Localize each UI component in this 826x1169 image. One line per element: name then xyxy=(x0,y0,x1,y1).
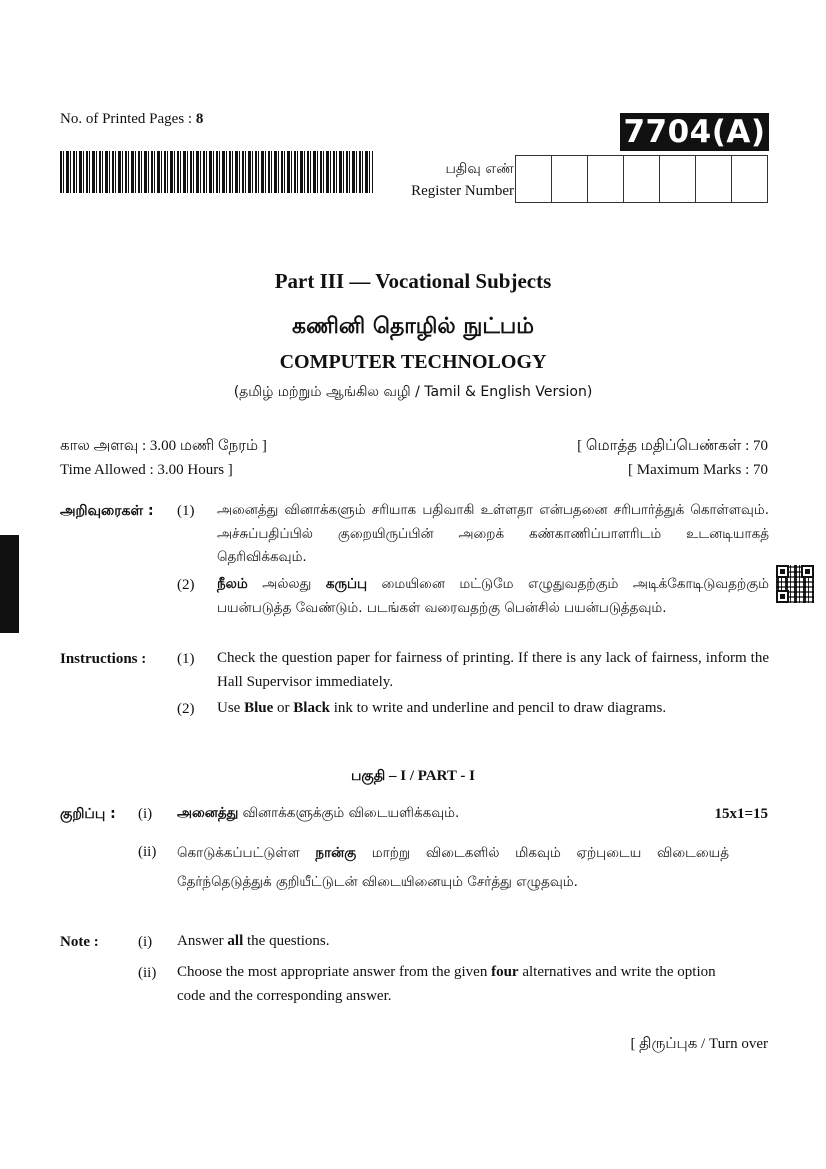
part-title: Part III — Vocational Subjects xyxy=(274,269,552,293)
note-ta-2-pre: கொடுக்கப்பட்டுள்ள xyxy=(177,845,316,861)
note-en-1-num: (i) xyxy=(138,934,153,950)
blue-ta: நீலம் xyxy=(217,576,248,592)
register-label-en: Register Number xyxy=(411,183,514,199)
register-digit-box[interactable] xyxy=(552,156,588,202)
instruction-ta-1-num: (1) xyxy=(177,503,195,519)
register-digit-box[interactable] xyxy=(516,156,552,202)
four-en: four xyxy=(491,964,519,980)
instructions-ta-label: அறிவுரைகள் : xyxy=(60,503,154,519)
register-digit-box[interactable] xyxy=(696,156,732,202)
instruction-en-2-text xyxy=(217,697,769,721)
instruction-ta-2-mid: அல்லது xyxy=(247,576,326,592)
time-allowed-en: Time Allowed : 3.00 Hours ] xyxy=(60,462,233,478)
instruction-en-2-num: (2) xyxy=(177,701,195,717)
printed-pages-label: No. of Printed Pages : xyxy=(60,111,193,127)
instruction-ta-1-text: அனைத்து வினாக்களும் சரியாக பதிவாகி உள்ளதா என்பதனை சரிபார்த்துக் கொள்ளவும். அச்சுப்பதிப்பில் குறையிருப்பின் அறைக் கண்காணிப்பாளரிடம் உடனடியாகத் தெரிவிக்கவும். xyxy=(217,502,769,565)
black-ta: கருப்பு xyxy=(325,576,368,592)
qr-code xyxy=(776,565,814,603)
instruction-en-2-pre: Use xyxy=(217,700,245,716)
note-en-1-pre: Answer xyxy=(177,933,228,949)
maximum-marks-en: [ Maximum Marks : 70 xyxy=(628,462,768,478)
printed-pages xyxy=(60,111,203,128)
all-ta: அனைத்து xyxy=(177,805,239,821)
note-ta-1-rest: வினாக்களுக்கும் விடையளிக்கவும். xyxy=(238,805,460,821)
part1-heading-en: – I / PART - I xyxy=(385,768,475,784)
note-ta-label: குறிப்பு : xyxy=(60,806,116,822)
subject-title-ta: கணினி தொழில் நுட்பம் xyxy=(292,314,534,339)
part1-marks: 15x1=15 xyxy=(714,806,768,822)
version-line xyxy=(0,384,826,402)
note-en-2-pre: Choose the most appropriate answer from the given xyxy=(177,964,492,980)
note-ta-2-num: (ii) xyxy=(138,844,157,860)
qr-finder-pattern xyxy=(801,565,814,578)
time-allowed-ta: கால அளவு : 3.00 மணி நேரம் ] xyxy=(60,438,267,454)
register-number-label xyxy=(380,158,514,202)
maximum-marks-ta: [ மொத்த மதிப்பெண்கள் : 70 xyxy=(577,438,768,454)
paper-code: 7704(A) xyxy=(620,113,769,151)
register-digit-box[interactable] xyxy=(732,156,767,202)
printed-pages-value: 8 xyxy=(195,111,204,127)
maximum-marks xyxy=(577,434,768,482)
note-ta-1-text xyxy=(177,802,459,826)
register-digit-box[interactable] xyxy=(660,156,696,202)
register-number-grid[interactable] xyxy=(515,155,768,203)
instructions-en-label: Instructions : xyxy=(60,651,147,667)
time-allowed xyxy=(60,434,267,482)
instruction-ta-2-rest: மையினை மட்டுமே எழுதுவதற்கும் அடிக்கோடிடுவதற்கும் பயன்படுத்த வேண்டும். படங்கள் வரைவதற்கு பென்சில் பயன்படுத்தவும். xyxy=(217,576,769,616)
note-en-label: Note : xyxy=(60,934,99,950)
note-en-2-rest: alternatives and write the option code and the corresponding answer. xyxy=(177,964,716,1004)
four-ta: நான்கு xyxy=(315,845,357,861)
note-ta-1-num: (i) xyxy=(138,806,153,822)
note-ta-2-text xyxy=(177,839,729,897)
barcode xyxy=(60,151,373,193)
black-en: Black xyxy=(293,700,330,716)
instruction-ta-2-num: (2) xyxy=(177,577,195,593)
subject-title-en: COMPUTER TECHNOLOGY xyxy=(279,351,547,373)
note-ta-2-rest: மாற்று விடைகளில் மிகவும் ஏற்புடைய விடையைத் தேர்ந்தெடுத்துக் குறியீட்டுடன் விடையினையும் சேர்த்து எழுதவும். xyxy=(177,845,729,890)
part1-heading-ta: பகுதி xyxy=(350,768,386,784)
qr-finder-pattern xyxy=(776,565,789,578)
instruction-en-1-text: Check the question paper for fairness of printing. If there is any lack of fairness, inform the Hall Supervisor immediately. xyxy=(217,650,769,690)
all-en: all xyxy=(227,933,244,949)
turn-over: [ திருப்புக / Turn over xyxy=(630,1036,768,1052)
qr-finder-pattern xyxy=(776,590,789,603)
instruction-ta-2-text xyxy=(217,573,769,620)
part1-heading xyxy=(0,768,826,786)
blue-en: Blue xyxy=(244,700,274,716)
note-en-1-text xyxy=(177,930,330,954)
note-en-1-rest: the questions. xyxy=(243,933,330,949)
register-label-ta: பதிவு எண் xyxy=(445,161,514,177)
register-digit-box[interactable] xyxy=(624,156,660,202)
note-en-2-num: (ii) xyxy=(138,965,157,981)
register-digit-box[interactable] xyxy=(588,156,624,202)
instruction-en-2-mid: or xyxy=(273,700,294,716)
side-marker-bar xyxy=(0,535,19,633)
note-en-2-text xyxy=(177,961,733,1008)
version-text: (தமிழ் மற்றும் ஆங்கில வழி / Tamil & English Version) xyxy=(233,384,593,400)
instruction-en-1-num: (1) xyxy=(177,651,195,667)
instruction-en-2-rest: ink to write and underline and pencil to draw diagrams. xyxy=(329,700,667,716)
